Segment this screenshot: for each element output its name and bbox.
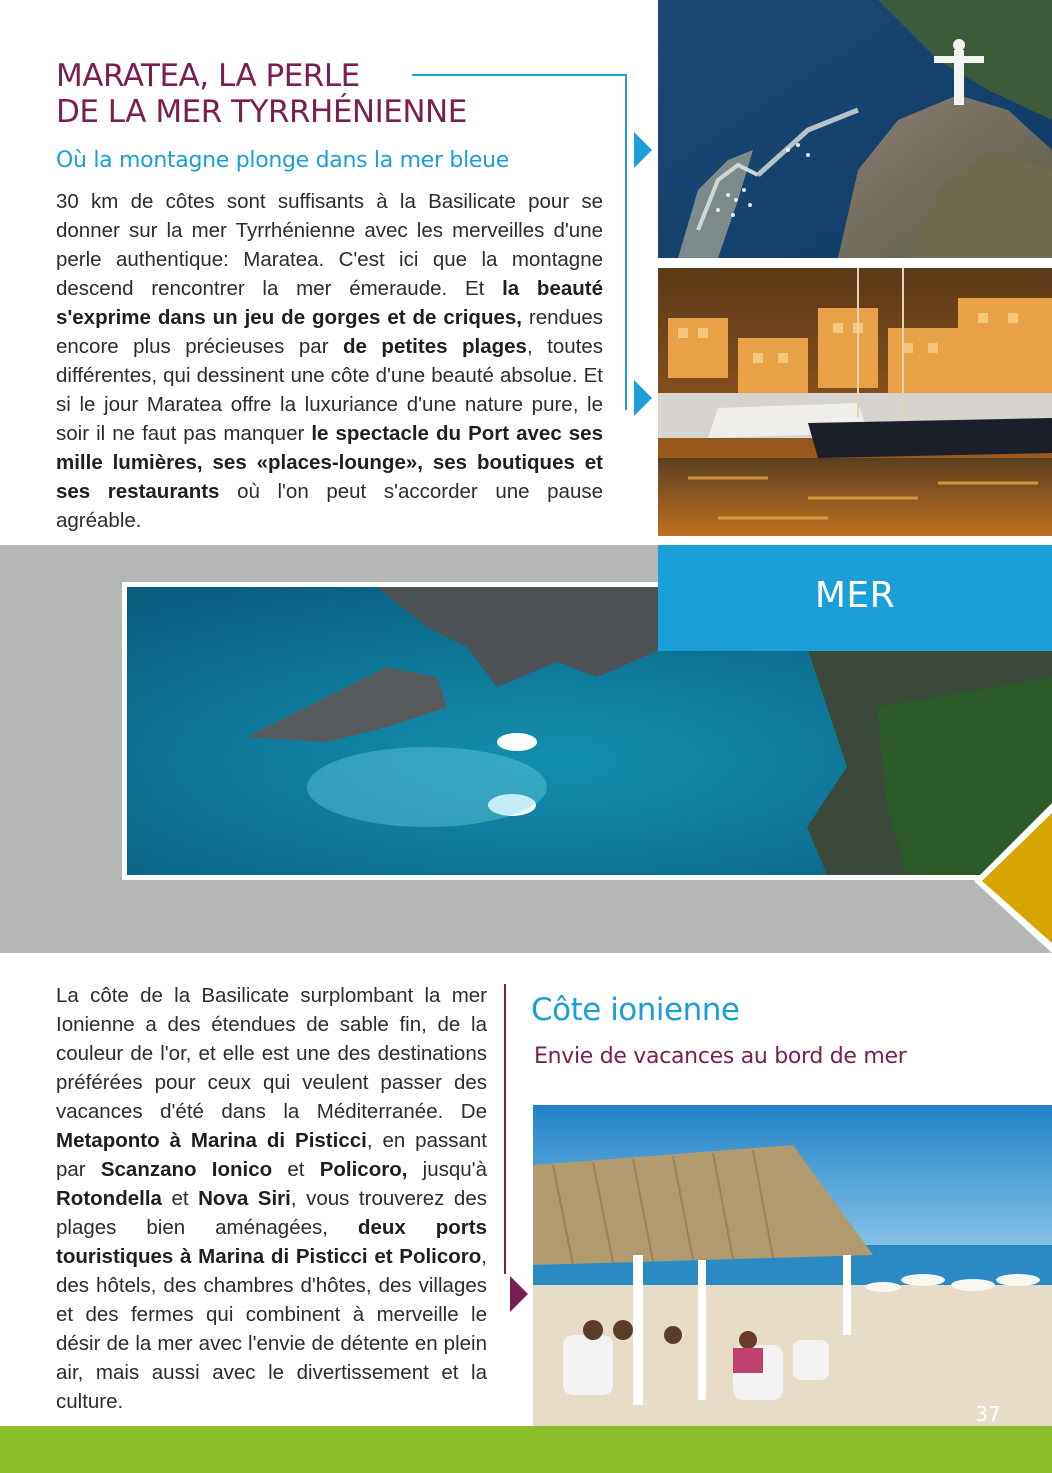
text-run: , en passant par bbox=[56, 1129, 487, 1181]
divider-line bbox=[504, 984, 506, 1274]
title-line-2: DE LA MER TYRRHÉNIENNE bbox=[56, 94, 467, 130]
text-run: et bbox=[161, 1187, 199, 1210]
title-rule-horizontal bbox=[412, 74, 626, 76]
text-run: , vous trouverez des plages bien aménagées, bbox=[56, 1187, 487, 1239]
yellow-diamond-decoration bbox=[974, 803, 1052, 953]
bold-run: Nova Siri bbox=[198, 1187, 291, 1210]
text-run: , des hôtels, des chambres d'hôtes, des villages et des fermes qui combinent à merveille le désir de la mer avec l'envie de détente en plein air, mais aussi avec le divertissement et la culture. bbox=[56, 1245, 487, 1413]
bold-run: de petites plages bbox=[343, 335, 527, 358]
bold-run: Rotondella bbox=[56, 1187, 162, 1210]
maratea-aerial-photo bbox=[658, 0, 1052, 258]
text-run: rendues encore plus précieuses par bbox=[56, 306, 604, 358]
text-run: où l'on peut s'accorder une pause agréable. bbox=[56, 480, 604, 532]
section-heading: Côte ionienne bbox=[531, 992, 740, 1028]
footer-bar bbox=[0, 1426, 1052, 1473]
arrow-right-icon bbox=[510, 1276, 528, 1312]
bold-run: la beauté s'exprime dans un jeu de gorges et de criques, bbox=[56, 277, 603, 329]
section-subheading: Envie de vacances au bord de mer bbox=[534, 1044, 907, 1069]
text-run: 30 km de côtes sont suffisants à la Basilicate pour se donner sur la mer Tyrrhénienne avec les merveilles d'une perle authentique: Maratea. C'est ici que la montagne descend rencontrer la mer émeraude. Et bbox=[56, 190, 603, 300]
bold-run: le spectacle du Port avec ses mille lumières, ses «places-lounge», ses boutiques et ses restaurants bbox=[56, 422, 603, 503]
section-label-box bbox=[658, 545, 1052, 651]
section-label: MER bbox=[814, 575, 896, 616]
text-run: La côte de la Basilicate surplombant la mer Ionienne a des étendues de sable fin, de la couleur de l'or, et elle est une des destinations préférées pour ceux qui veulent passer des vacances d'été dans la Méditerranée. De bbox=[56, 984, 487, 1123]
text-run: et bbox=[272, 1158, 320, 1181]
arrow-right-icon bbox=[634, 380, 652, 416]
title-line-1: MARATEA, LA PERLE bbox=[56, 58, 360, 94]
page-title bbox=[56, 58, 616, 130]
bold-run: Policoro, bbox=[319, 1158, 408, 1181]
ionian-coast-paragraph bbox=[56, 981, 487, 1416]
beach-umbrellas-photo bbox=[533, 1105, 1052, 1426]
arrow-right-icon bbox=[634, 132, 652, 168]
bold-run: Scanzano Ionico bbox=[100, 1158, 273, 1181]
text-run: jusqu'à bbox=[407, 1158, 487, 1181]
bold-run: deux ports touristiques à Marina di Pisticci et Policoro bbox=[56, 1216, 487, 1268]
maratea-paragraph bbox=[56, 187, 603, 535]
bold-run: Metaponto à Marina di Pisticci bbox=[56, 1129, 367, 1152]
page-number: 37 bbox=[975, 1402, 1001, 1426]
section-subtitle: Où la montagne plonge dans la mer bleue bbox=[56, 148, 510, 173]
text-run: , toutes différentes, qui dessinent une côte d'une beauté absolue. Et si le jour Maratea offre la luxuriance d'une nature pure, le soir il ne faut pas manquer bbox=[56, 335, 603, 445]
maratea-port-photo bbox=[658, 268, 1052, 536]
title-rule-vertical bbox=[625, 74, 627, 410]
